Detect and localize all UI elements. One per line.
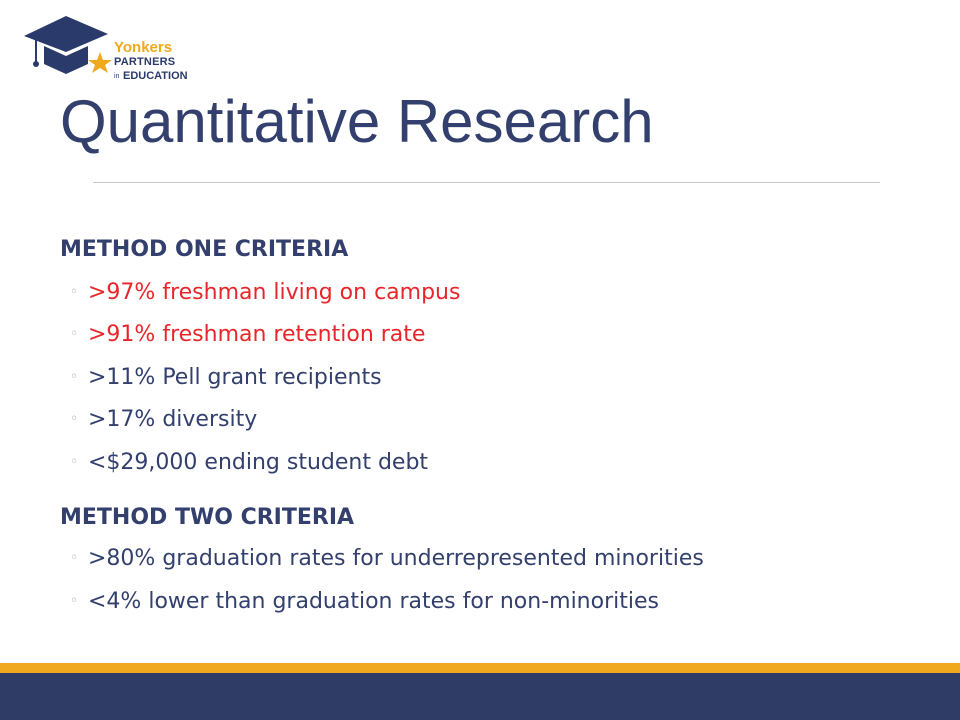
logo-text-yonkers: Yonkers — [114, 39, 173, 56]
method-one-item — [70, 448, 428, 477]
criteria-text: <4% lower than graduation rates for non-minorities — [88, 589, 659, 614]
bullet-icon: ◦ — [70, 454, 79, 470]
logo-text-in: in — [114, 73, 120, 80]
footer-bar — [0, 673, 960, 720]
method-one-item — [70, 405, 257, 434]
logo-text-education: EDUCATION — [123, 70, 188, 82]
footer-accent-bar — [0, 663, 960, 673]
bullet-icon: ◦ — [70, 284, 79, 300]
slide-title: Quantitative Research — [60, 88, 654, 155]
criteria-text: >91% freshman retention rate — [88, 322, 426, 347]
bullet-icon: ◦ — [70, 326, 79, 342]
criteria-text: <$29,000 ending student debt — [88, 450, 429, 475]
criteria-text: >97% freshman living on campus — [88, 280, 461, 305]
criteria-text: >17% diversity — [88, 407, 258, 432]
method-one-item — [70, 363, 382, 392]
bullet-icon: ◦ — [70, 369, 79, 385]
method-two-item — [70, 587, 659, 616]
logo-text-partners: PARTNERS — [114, 56, 176, 68]
method-one-item — [70, 278, 460, 307]
bullet-icon: ◦ — [70, 411, 79, 427]
criteria-text: >80% graduation rates for underrepresented minorities — [88, 546, 704, 571]
bullet-icon: ◦ — [70, 593, 79, 609]
criteria-text: >11% Pell grant recipients — [88, 365, 382, 390]
method-one-heading: METHOD ONE CRITERIA — [60, 237, 349, 262]
yonkers-partners-logo — [22, 12, 188, 82]
method-one-item — [70, 320, 425, 349]
method-two-item — [70, 544, 704, 573]
bullet-icon: ◦ — [70, 550, 79, 566]
method-two-heading: METHOD TWO CRITERIA — [60, 505, 355, 530]
title-divider — [93, 182, 880, 183]
graduation-cap-icon — [22, 12, 120, 82]
